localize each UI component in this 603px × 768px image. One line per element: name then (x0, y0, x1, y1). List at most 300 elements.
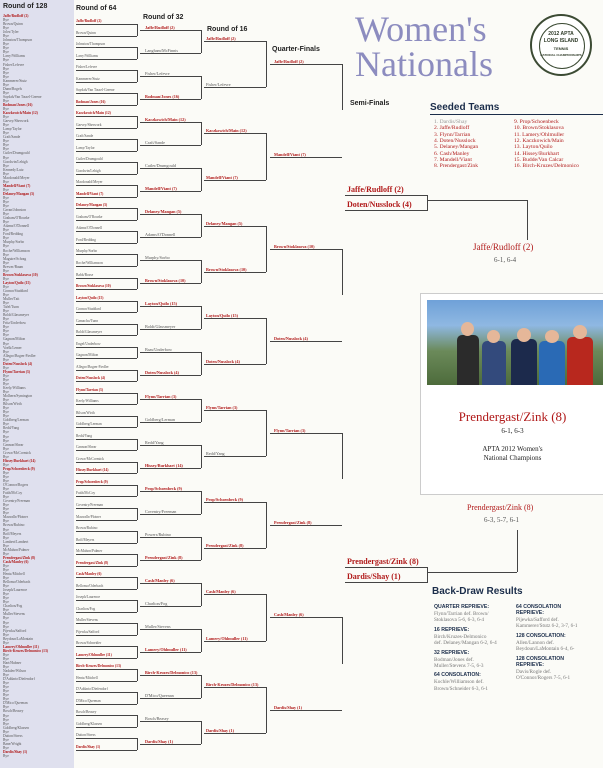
round16-line (204, 272, 266, 273)
round32-entry: Kaczkowich/Main (12) (145, 116, 186, 122)
round16-connector (266, 410, 267, 456)
round64-entry: Joseph/Laurence (76, 595, 101, 600)
title-line-2: Nationals (355, 44, 493, 84)
round128-entry: Bye (3, 107, 9, 111)
round64-line (76, 220, 137, 221)
round128-entry: Bye (3, 434, 9, 439)
semi-connector-top (427, 195, 428, 211)
round128-entry: Bye (3, 640, 9, 645)
back-draw-line: def. Delaney/Mangan 6-2, 6-4 (434, 640, 497, 647)
round64-entry: Charlton/Fog (76, 606, 96, 611)
round16-entry: Fisher/Lefevre (206, 82, 231, 88)
round16-entry: Brown/Stoklasova (10) (206, 266, 247, 272)
round32-entry: Fisher/Lefevre (145, 70, 170, 76)
round32-entry: Cash/Manley (6) (145, 577, 175, 583)
semi-line (345, 210, 427, 211)
seed-item: 12. Kaczkowich/Main (514, 137, 564, 144)
round128-entry: Birch-Kruzes/Delmonico (13) (3, 648, 48, 653)
round128-entry: Maguire/Schrag (3, 256, 27, 261)
round128-entry: Jaffe/Rudloff (2) (3, 14, 29, 18)
round128-entry: Brown/Quinn (3, 22, 23, 27)
round64-line (76, 47, 137, 48)
round128-entry: Adams/O'Donnell (3, 224, 30, 229)
round64-connector (137, 692, 138, 704)
round128-entry: Bye (3, 365, 9, 370)
round16-line (204, 133, 266, 134)
round64-entry: Kaczkowich/Main (12) (76, 111, 111, 116)
round64-entry: Goldberg/Lerman (76, 422, 102, 427)
round64-line (76, 623, 137, 624)
round128-entry: D'Mico/Queenan (3, 701, 28, 706)
round128-entry: Bye (3, 301, 9, 306)
quarter-entry: Dardis/Shay (1) (274, 704, 303, 710)
round32-connector (201, 675, 202, 698)
round64-entry: Goldberg/Klassen (76, 721, 102, 726)
round64-entry: Cash/Manley (6) (76, 572, 102, 577)
round128-entry: Ford/Redding (3, 232, 23, 237)
photo-person-3 (511, 339, 537, 385)
header-quarter-finals: Quarter-Finals (272, 46, 320, 53)
back-draw-heading: 64 CONSOLATION: (434, 672, 481, 679)
round32-line (140, 721, 201, 722)
round128-entry: Bye (3, 228, 9, 233)
round32-line (140, 53, 201, 54)
round128-entry: Bye (3, 527, 9, 532)
round32-line (140, 399, 201, 400)
round128-entry: Prop/Schoenbeck (9) (3, 466, 35, 471)
quarter-entry: Brown/Stoklasova (10) (274, 243, 315, 249)
round32-entry: Murphy/Sorbo (145, 255, 170, 261)
round64-entry: Doten/Nusslock (4) (76, 376, 106, 381)
round64-connector (137, 93, 138, 105)
round64-line (76, 243, 137, 244)
round64-entry: Crowe/McCormick (76, 456, 104, 461)
round64-line (76, 427, 137, 428)
photo-person-5 (567, 337, 593, 385)
round32-entry: Lamery/Ohlmuller (11) (145, 647, 187, 653)
photo-head-3 (517, 328, 531, 342)
round64-connector (137, 715, 138, 727)
round128-entry: Murphy/Sorbo (3, 240, 25, 245)
round64-line (76, 715, 137, 716)
round128-entry: Larry/Williams (3, 54, 26, 59)
round64-connector (137, 301, 138, 313)
back-draw-line: Beydoun/LaMontain 6-4, 6- (516, 646, 575, 653)
round128-entry: Bye (3, 753, 9, 758)
round16-connector (266, 226, 267, 272)
round128-entry: Bye (3, 430, 9, 435)
round32-entry: Jaffe/Rudloff (2) (145, 24, 175, 30)
round128-entry: O'Connor/Rogers (3, 483, 29, 488)
round64-entry: Camacho/Tunn (76, 318, 99, 323)
round64-connector (137, 462, 138, 474)
round128-entry: Bye (3, 147, 9, 152)
round64-line (76, 139, 137, 140)
round128-entry: Bye (3, 187, 9, 192)
round128-entry: Bye (3, 438, 9, 443)
round64-entry: Ford/Redding (76, 237, 96, 242)
round64-entry: Connor/Studdard (76, 307, 101, 312)
semi-entry: Jaffe/Rudloff (2) (347, 185, 404, 194)
round64-line (76, 727, 137, 728)
round32-line (140, 514, 201, 515)
round64-entry: Brown/Quinn (76, 30, 96, 35)
back-draw-heading: QUARTER REPRIEVE: (434, 604, 490, 610)
round128-entry: Bye (3, 200, 9, 204)
round64-line (76, 600, 137, 601)
round16-entry: Mandell/Viant (7) (206, 174, 238, 180)
round32-line (140, 283, 201, 284)
round128-entry: Bye (3, 479, 9, 483)
round16-entry: Birch-Kruzes/Delmonico (13) (206, 681, 259, 687)
round128-entry: Bye (3, 656, 9, 661)
round128-entry: Bye (3, 98, 9, 103)
round32-line (140, 122, 201, 123)
round64-line (76, 82, 137, 83)
seed-item: 4. Doten/Nusslock (434, 137, 476, 144)
round64-line (76, 577, 137, 578)
back-draw-heading: 16 REPRIEVE: (434, 626, 470, 633)
seed-item: 8. Prendergast/Zink (434, 163, 479, 170)
round64-line (76, 185, 137, 186)
round128-entry: Bye (3, 260, 9, 265)
round16-line (204, 502, 266, 503)
semi-connector-bottom (427, 567, 428, 583)
round128-entry: Bye (3, 462, 9, 467)
round64-line (76, 462, 137, 463)
round64-entry: Brown/Stoklasova (10) (76, 284, 111, 289)
round32-entry: Prendergast/Zink (8) (145, 554, 183, 560)
round128-entry: Bye (3, 373, 9, 378)
quarter-connector (342, 617, 343, 663)
round16-line (204, 687, 266, 688)
round32-entry: Muller/Stevens (145, 624, 171, 629)
round64-connector (137, 485, 138, 497)
round32-entry: Adams/O'Donnell (145, 232, 176, 238)
round32-line (140, 352, 201, 353)
round128-entry: Saydah/Van Tassel-Greene (3, 94, 42, 99)
round128-entry: Lambert/Lambert (3, 539, 29, 544)
round64-entry: Layton/Quilo (15) (76, 295, 104, 300)
round32-line (140, 375, 201, 376)
round64-entry: Dutton/Stress (76, 733, 96, 738)
round64-connector (137, 324, 138, 336)
round128-entry: Bye (3, 689, 9, 694)
round128-entry: Bye (3, 155, 9, 160)
round64-connector (137, 24, 138, 36)
back-draw-line: Allen/Lannon def. (516, 639, 555, 646)
seeded-teams-panel (430, 102, 603, 179)
round32-connector (201, 583, 202, 606)
page-title (355, 9, 493, 84)
round64-entry: Cannon/Shear (76, 445, 97, 450)
round128-entry: Bye (3, 398, 9, 403)
logo-mid1-text: LONG ISLAND (543, 38, 579, 44)
round64-line (76, 266, 137, 267)
round64-line (76, 439, 137, 440)
round128-entry: Pijewka/Safford (3, 628, 27, 633)
semi-entry: Doten/Nusslock (4) (347, 200, 412, 209)
round64-connector (137, 393, 138, 405)
round128-entry: Bye (3, 584, 9, 589)
round64-connector (137, 347, 138, 359)
seed-item: 5. Delaney/Mangan (434, 144, 479, 151)
round128-entry: Lamery/Ohlmuller (11) (3, 644, 39, 649)
round32-connector (201, 721, 202, 744)
round128-entry: Kaczkowich/Main (12) (3, 111, 38, 116)
round128-entry: Bye (3, 705, 9, 710)
round128-entry: Kennedy/Lutz (3, 167, 24, 172)
round64-connector (137, 116, 138, 128)
round128-entry: Tafel/Tunn (3, 305, 19, 310)
round32-line (140, 76, 201, 77)
round64-line (76, 416, 137, 417)
final-line-bottom (427, 572, 517, 573)
round64-line (76, 612, 137, 613)
round128-entry: Bye (3, 511, 9, 516)
round16-line (204, 180, 266, 181)
round64-entry: Redd/Yang (76, 433, 93, 438)
round128-entry: Bye (3, 377, 9, 382)
round64-entry: Engel/Underbow (76, 341, 101, 346)
round64-entry: Johnston/Thompson (76, 42, 106, 47)
header-round-32: Round of 32 (143, 14, 184, 21)
round128-entry: Fisher/Lefevre (3, 62, 25, 67)
round16-entry: Redd/Yang (206, 451, 225, 457)
round16-line (204, 41, 266, 42)
round128-entry: Faith/McCoy (3, 491, 23, 496)
seed-item: 7. Mandell/Viant (434, 156, 472, 163)
round128-entry: Bye (3, 535, 9, 540)
round64-line (76, 254, 137, 255)
round64-line (76, 347, 137, 348)
logo-top-text: 2012 APTA (548, 31, 574, 37)
round128-entry: Bye (3, 693, 9, 698)
round64-line (76, 162, 137, 163)
round128-entry: Goldberg/Lerman (3, 418, 29, 423)
round128-entry: Bye (3, 236, 9, 241)
round128-entry: Bye (3, 204, 9, 209)
champion-name: Prendergast/Zink (8) (458, 409, 567, 424)
round128-entry: Bye (3, 608, 9, 613)
round128-entry: Keely/Williams (3, 386, 26, 390)
round128-entry: Muller/Stevens (3, 612, 25, 617)
semi-winner-top: Jaffe/Rudloff (2) (473, 242, 534, 252)
round128-entry: Joseph/Laurence (3, 588, 28, 593)
back-draw-panel (432, 586, 603, 692)
round16-entry: Prendergast/Zink (8) (206, 543, 244, 549)
round32-line (140, 145, 201, 146)
round16-line (204, 364, 266, 365)
round128-entry: Bye (3, 284, 9, 289)
photo-person-1 (457, 335, 479, 385)
round64-connector (137, 185, 138, 197)
seed-item: 9. Prop/Schoenbeck (514, 119, 559, 125)
round128-entry: Bye (3, 507, 9, 512)
semi-winner-bottom: Prendergast/Zink (8) (467, 503, 534, 512)
round128-entry: Bye (3, 195, 9, 200)
round64-line (76, 116, 137, 117)
seed-item: 16. Birch-Kruzes/Delmonico (514, 163, 579, 170)
round128-entry: Kammerer/Stutz (3, 78, 27, 83)
round64-line (76, 646, 137, 647)
final-line-top (427, 200, 527, 201)
round128-entry: Bye (3, 163, 9, 168)
round64-connector (137, 162, 138, 174)
round32-line (140, 306, 201, 307)
round32-line (140, 675, 201, 676)
round64-line (76, 335, 137, 336)
round64-entry: Murphy/Sorbo (76, 249, 98, 254)
round64-connector (137, 738, 138, 750)
round32-entry: Prop/Schoenbeck (9) (145, 485, 183, 491)
round128-entry: Bye (3, 681, 9, 686)
photo-head-2 (487, 330, 500, 343)
round32-entry: Goldberg/Lerman (145, 416, 175, 422)
round64-connector (137, 416, 138, 428)
round64-line (76, 231, 137, 232)
quarter-connector (342, 249, 343, 295)
round128-entry: Bye (3, 551, 9, 556)
round128-entry: Crowe/McCormick (3, 450, 31, 455)
back-draw-heading: 64 CONSOLATION REPRIEVE: (516, 604, 562, 616)
quarter-line (270, 525, 342, 526)
round16-entry: Cash/Manley (6) (206, 589, 236, 595)
round64-line (76, 128, 137, 129)
apta-logo (530, 14, 592, 76)
round64-connector (137, 508, 138, 520)
round128-entry: Bye (3, 600, 9, 605)
round64-line (76, 301, 137, 302)
round64-entry: Jaffe/Rudloff (2) (76, 19, 102, 23)
round128-entry: Bye (3, 406, 9, 411)
round32-line (140, 537, 201, 538)
round16-line (204, 318, 266, 319)
header-round-64: Round of 64 (76, 5, 117, 12)
round128-entry: Hart/Hubner (3, 660, 22, 665)
round64-line (76, 554, 137, 555)
round64-entry: Kammerer/Stutz (76, 76, 100, 81)
round64-entry: Allegro/Bogen-Fiedler (76, 364, 109, 369)
round64-entry: Pijewka/Safford (76, 629, 100, 634)
back-draw-heading: 128 CONSOLATION REPRIEVE: (516, 655, 565, 668)
round64-line (76, 404, 137, 405)
back-draw-line: Brown/Schneider 6-3, 6-1 (434, 685, 489, 692)
semi-winner-bottom-score: 6-3, 5-7, 6-1 (484, 516, 519, 524)
round128-entry: Bye (3, 563, 9, 568)
round32-connector (201, 30, 202, 53)
logo-bottom-text: NATIONAL CHAMPIONSHIPS (540, 53, 582, 57)
round64-line (76, 197, 137, 198)
photo-person-4 (539, 341, 565, 385)
semi-entry: Prendergast/Zink (8) (347, 557, 419, 566)
round16-entry: Delaney/Mangan (5) (206, 220, 243, 226)
round128-entry: Charlton/Fog (3, 604, 23, 609)
round128-entry: Bye (3, 357, 9, 362)
back-draw-line: Pijewka/Safford def. (516, 617, 559, 623)
round64-entry: Lamery/Ohlmuller (11) (76, 652, 112, 657)
round64-line (76, 358, 137, 359)
round128-entry: Bye (3, 665, 9, 669)
round64-connector (137, 208, 138, 220)
round64-entry: Lamy/Taylor (76, 145, 95, 150)
round32-connector (201, 306, 202, 329)
quarter-entry: Mandell/Viant (7) (274, 151, 306, 157)
round128-entry: Bye (3, 341, 9, 346)
round128-entry: Bye (3, 596, 9, 601)
round128-entry: Dutton/Stress (3, 733, 23, 738)
round128-entry: Brown/Stoklasova (10) (3, 272, 38, 277)
round64-connector (137, 600, 138, 612)
back-draw-line: Flynn/Tarrian def. Brown/ (434, 611, 489, 617)
seed-item: 11. Lamery/Ohlmuller (514, 131, 565, 138)
round128-entry: Bye (3, 410, 9, 415)
round32-line (140, 652, 201, 653)
round16-line (204, 410, 266, 411)
round128-entry: Goldberg/Klassen (3, 725, 29, 730)
round64-line (76, 381, 137, 382)
round128-entry: Bye (3, 325, 9, 330)
round32-entry: Hissey/Burkhart (14) (145, 462, 183, 468)
round128-entry: Bye (3, 592, 9, 597)
round32-entry: Flynn/Tarrian (3) (145, 393, 177, 399)
round128-entry: Bye (3, 503, 9, 508)
round32-connector (201, 537, 202, 560)
round64-entry: Prop/Schoenbeck (9) (76, 479, 108, 484)
round16-line (204, 594, 266, 595)
round64-entry: Gagnon/Milton (76, 353, 99, 358)
round32-entry: Bodman/Jones (16) (145, 93, 180, 99)
round64-entry: Mandell/Viant (7) (76, 191, 104, 196)
round128-entry: Doten/Nusslock (4) (3, 361, 33, 366)
back-draw-line: Kammerer/Stutz 6-2, 3-7, 6-1 (516, 623, 578, 630)
round16-entry: Prop/Schoenbeck (9) (206, 497, 244, 503)
round32-line (140, 237, 201, 238)
round32-line (140, 214, 201, 215)
round64-line (76, 289, 137, 290)
round64-entry: Mauvalle/Plotner (76, 514, 101, 519)
round64-entry: Roche/Williamson (76, 261, 103, 265)
round64-connector (137, 577, 138, 589)
round32-connector (201, 629, 202, 652)
round128-entry: Bane/Wright (3, 741, 22, 746)
round128-entry: Coventry/Freeman (3, 499, 30, 504)
round128-entry: Bye (3, 18, 9, 23)
round128-entry: Bye (3, 309, 9, 314)
round128-entry: Boldt/Glassmeyer (3, 313, 29, 318)
round128-entry: Bye (3, 171, 9, 176)
round16-line (204, 733, 266, 734)
round64-line (76, 70, 137, 71)
round64-entry: Cutler/Drumgould (76, 157, 103, 162)
round128-entry: Bye (3, 317, 9, 322)
round64-entry: Craft/Sande (76, 134, 94, 139)
quarter-entry: Prendergast/Zink (8) (274, 520, 312, 526)
round64-entry: D'Mico/Queenan (76, 698, 101, 703)
champion-box (420, 293, 603, 495)
round128-entry: Bye (3, 333, 9, 338)
quarter-line (270, 617, 342, 618)
round32-line (140, 698, 201, 699)
round32-line (140, 606, 201, 607)
round64-connector (137, 439, 138, 451)
semi-line (345, 195, 427, 196)
round32-line (140, 491, 201, 492)
seed-item: 15. Budde/Van Calcar (514, 156, 564, 163)
round64-entry: Bosch/Beasey (76, 710, 97, 715)
round32-entry: Cutler/Drumgould (145, 163, 176, 169)
title-line-1: Women's (355, 9, 487, 49)
